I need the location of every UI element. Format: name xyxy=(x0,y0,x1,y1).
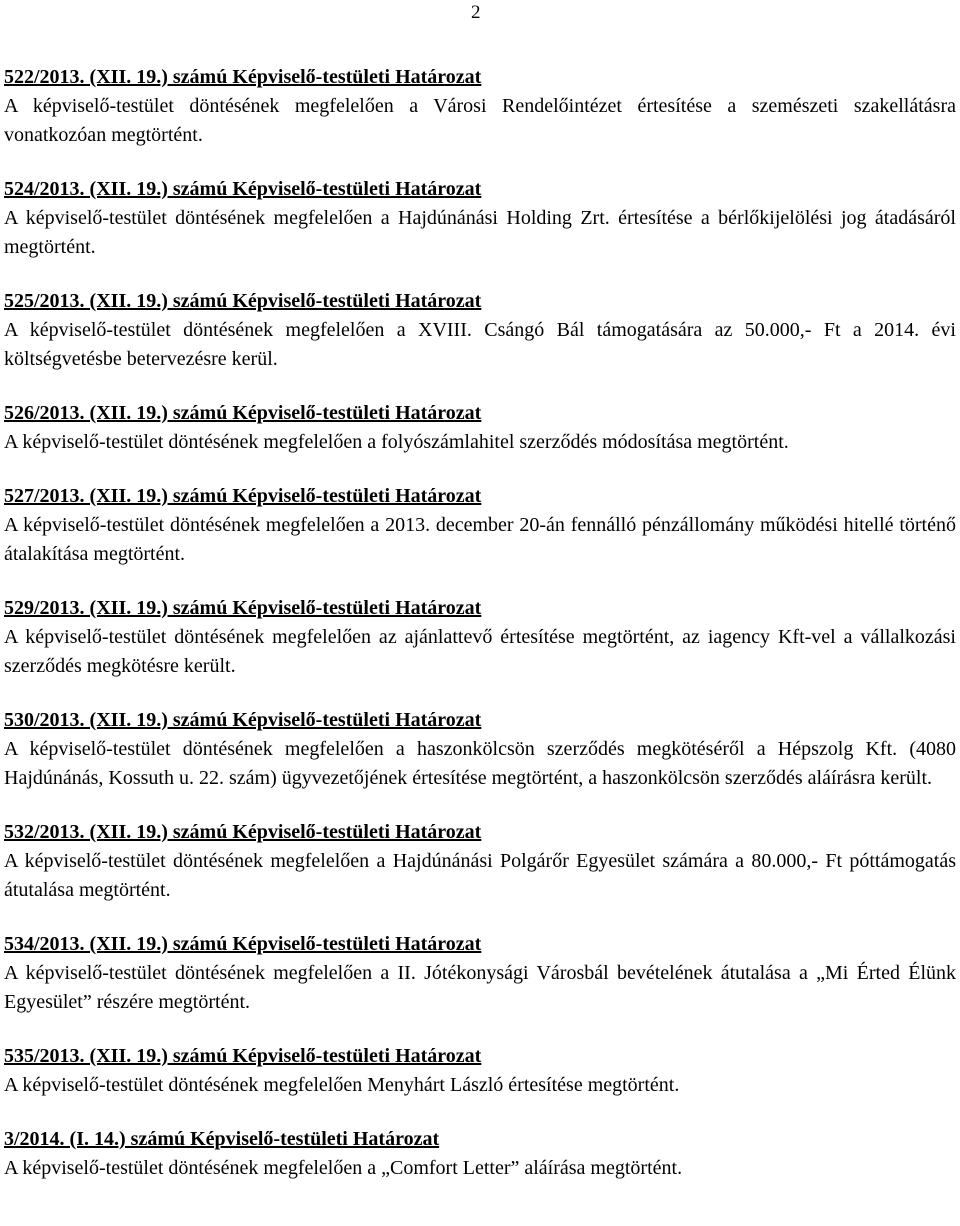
resolution-text: A képviselő-testület döntésének megfelelően a 2013. december 20-án fennálló pénzállomány működési hitellé történő átalakítása megtörtént. xyxy=(4,514,956,565)
resolution-title: 534/2013. (XII. 19.) számú Képviselő-testületi Határozat xyxy=(4,933,482,955)
resolution-title: 525/2013. (XII. 19.) számú Képviselő-testületi Határozat xyxy=(4,290,482,312)
resolution-title: 532/2013. (XII. 19.) számú Képviselő-testületi Határozat xyxy=(4,821,482,843)
resolution-text: A képviselő-testület döntésének megfelelően az ajánlattevő értesítése megtörtént, az iagency Kft-vel a vállalkozási szerződés megkötésre került. xyxy=(4,626,956,677)
resolution-534 xyxy=(4,930,956,1017)
resolution-text: A képviselő-testület döntésének megfelelően a folyószámlahitel szerződés módosítása megtörtént. xyxy=(4,431,789,453)
resolution-532 xyxy=(4,818,956,905)
resolution-title: 526/2013. (XII. 19.) számú Képviselő-testületi Határozat xyxy=(4,402,482,424)
resolution-title: 527/2013. (XII. 19.) számú Képviselő-testületi Határozat xyxy=(4,485,482,507)
resolution-3-2014 xyxy=(4,1125,956,1183)
resolution-text: A képviselő-testület döntésének megfelelően a Hajdúnánási Holding Zrt. értesítése a bérlőkijelölési jog átadásáról megtörtént. xyxy=(4,207,956,258)
resolution-522 xyxy=(4,63,956,150)
resolution-title: 529/2013. (XII. 19.) számú Képviselő-testületi Határozat xyxy=(4,597,482,619)
resolution-title: 530/2013. (XII. 19.) számú Képviselő-testületi Határozat xyxy=(4,709,482,731)
resolution-text: A képviselő-testület döntésének megfelelően a XVIII. Csángó Bál támogatására az 50.000,- Ft a 2014. évi költségvetésbe betervezésre kerül. xyxy=(4,319,956,370)
resolution-text: A képviselő-testület döntésének megfelelően a Városi Rendelőintézet értesítése a szemészeti szakellátásra vonatkozóan megtörtént. xyxy=(4,95,956,146)
page-number: 2 xyxy=(471,2,481,23)
resolution-527 xyxy=(4,482,956,569)
resolution-text: A képviselő-testület döntésének megfelelően Menyhárt László értesítése megtörtént. xyxy=(4,1074,680,1096)
document-body xyxy=(4,63,956,1208)
resolution-524 xyxy=(4,175,956,262)
resolution-text: A képviselő-testület döntésének megfelelően a haszonkölcsön szerződés megkötéséről a Hépszolg Kft. (4080 Hajdúnánás, Kossuth u. 22. szám) ügyvezetőjének értesítése megtörtént, a haszonkölcsön szerződés aláírásra került. xyxy=(4,738,956,789)
resolution-title: 3/2014. (I. 14.) számú Képviselő-testületi Határozat xyxy=(4,1128,440,1150)
resolution-text: A képviselő-testület döntésének megfelelően a Hajdúnánási Polgárőr Egyesület számára a 80.000,- Ft póttámogatás átutalása megtörtént. xyxy=(4,850,956,901)
resolution-text: A képviselő-testület döntésének megfelelően a „Comfort Letter” aláírása megtörtént. xyxy=(4,1157,683,1179)
resolution-title: 524/2013. (XII. 19.) számú Képviselő-testületi Határozat xyxy=(4,178,482,200)
resolution-526 xyxy=(4,399,956,457)
resolution-525 xyxy=(4,287,956,374)
resolution-title: 522/2013. (XII. 19.) számú Képviselő-testületi Határozat xyxy=(4,66,482,88)
resolution-title: 535/2013. (XII. 19.) számú Képviselő-testületi Határozat xyxy=(4,1045,482,1067)
resolution-535 xyxy=(4,1042,956,1100)
resolution-text: A képviselő-testület döntésének megfelelően a II. Jótékonysági Városbál bevételének átutalása a „Mi Érted Élünk Egyesület” részére megtörtént. xyxy=(4,962,956,1013)
resolution-529 xyxy=(4,594,956,681)
resolution-530 xyxy=(4,706,956,793)
